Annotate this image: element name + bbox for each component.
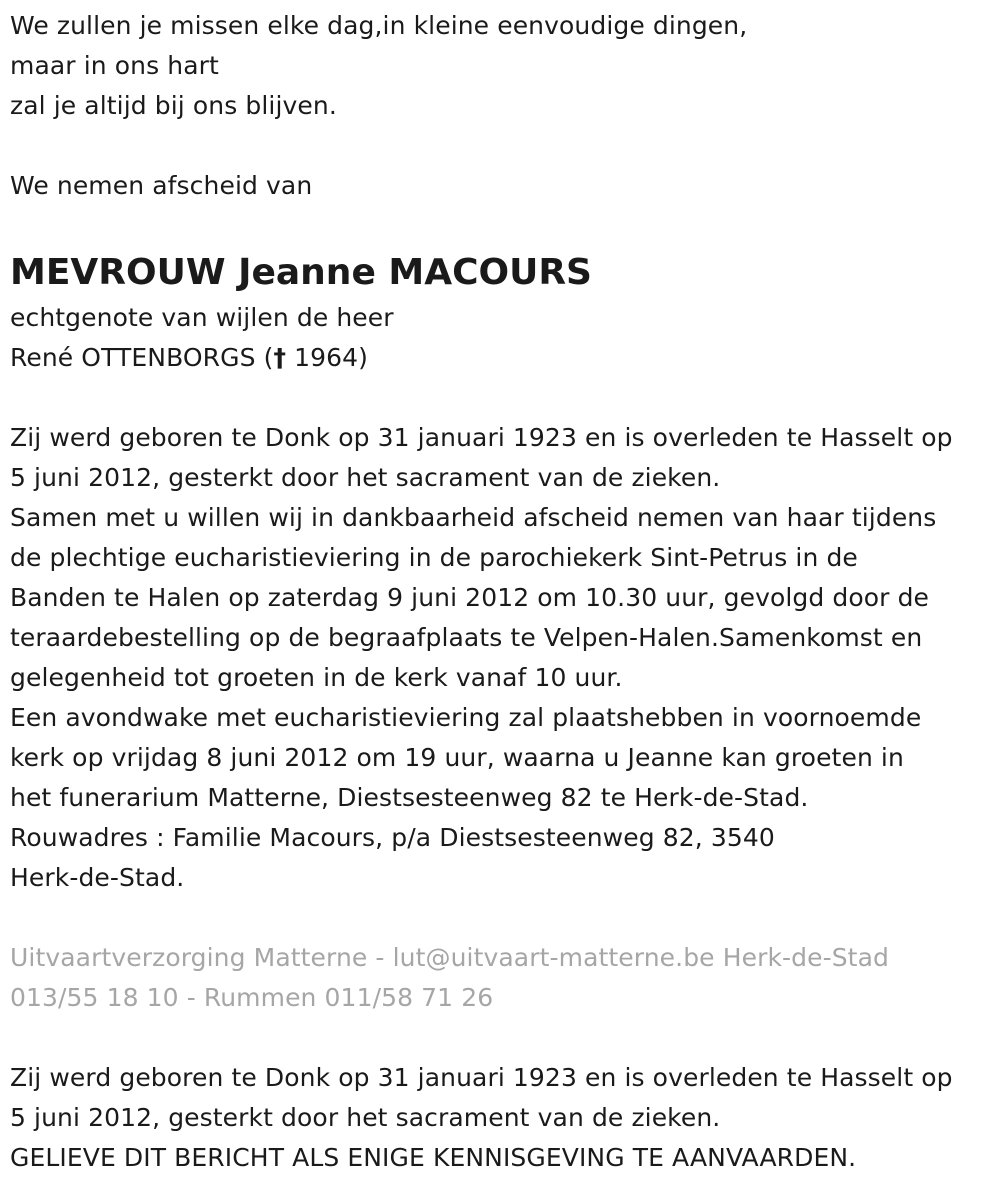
poem-line: maar in ons hart (10, 51, 219, 80)
spacer (10, 898, 995, 938)
undertaker-line: 013/55 18 10 - Rummen 011/58 71 26 (10, 983, 494, 1012)
poem (10, 6, 995, 126)
footer-line: GELIEVE DIT BERICHT ALS ENIGE KENNISGEVING TE AANVAARDEN. (10, 1143, 857, 1172)
undertaker-line: Uitvaartverzorging Matterne - lut@uitvaart-matterne.be Herk-de-Stad (10, 943, 889, 972)
notice-body (10, 418, 995, 898)
spacer (10, 206, 995, 246)
body-line: Samen met u willen wij in dankbaarheid afscheid nemen van haar tijdens (10, 503, 937, 532)
obituary-notice (10, 6, 995, 1178)
body-line: het funerarium Matterne, Diestsesteenweg 82 te Herk-de-Stad. (10, 783, 809, 812)
body-line: gelegenheid tot groeten in de kerk vanaf 10 uur. (10, 663, 623, 692)
undertaker-info (10, 938, 995, 1018)
spacer (10, 1018, 995, 1058)
spouse-death-year: 1964) (294, 343, 369, 372)
body-line: Een avondwake met eucharistieviering zal plaatshebben in voornoemde (10, 703, 922, 732)
intro-text: We nemen afscheid van (10, 171, 313, 200)
spouse-name-line (10, 338, 995, 378)
body-line: Banden te Halen op zaterdag 9 juni 2012 om 10.30 uur, gevolgd door de (10, 583, 930, 612)
spouse-relation: echtgenote van wijlen de heer (10, 303, 394, 332)
spacer (10, 126, 995, 166)
body-line: teraardebestelling op de begraafplaats te Velpen-Halen.Samenkomst en (10, 623, 923, 652)
body-line: Rouwadres : Familie Macours, p/a Diestsesteenweg 82, 3540 (10, 823, 775, 852)
notice-footer (10, 1058, 995, 1178)
footer-line: Zij werd geboren te Donk op 31 januari 1923 en is overleden te Hasselt op (10, 1063, 953, 1092)
deceased-name: MEVROUW Jeanne MACOURS (10, 252, 592, 293)
cross-icon: † (273, 343, 287, 372)
body-line: 5 juni 2012, gesterkt door het sacrament van de zieken. (10, 463, 721, 492)
body-line: Herk-de-Stad. (10, 863, 185, 892)
body-line: kerk op vrijdag 8 juni 2012 om 19 uur, waarna u Jeanne kan groeten in (10, 743, 904, 772)
body-line: Zij werd geboren te Donk op 31 januari 1923 en is overleden te Hasselt op (10, 423, 953, 452)
body-line: de plechtige eucharistieviering in de parochiekerk Sint-Petrus in de (10, 543, 858, 572)
spacer (10, 378, 995, 418)
footer-line: 5 juni 2012, gesterkt door het sacrament van de zieken. (10, 1103, 721, 1132)
spouse-name: René OTTENBORGS ( (10, 343, 274, 372)
poem-line: zal je altijd bij ons blijven. (10, 91, 337, 120)
poem-line: We zullen je missen elke dag,in kleine eenvoudige dingen, (10, 11, 748, 40)
